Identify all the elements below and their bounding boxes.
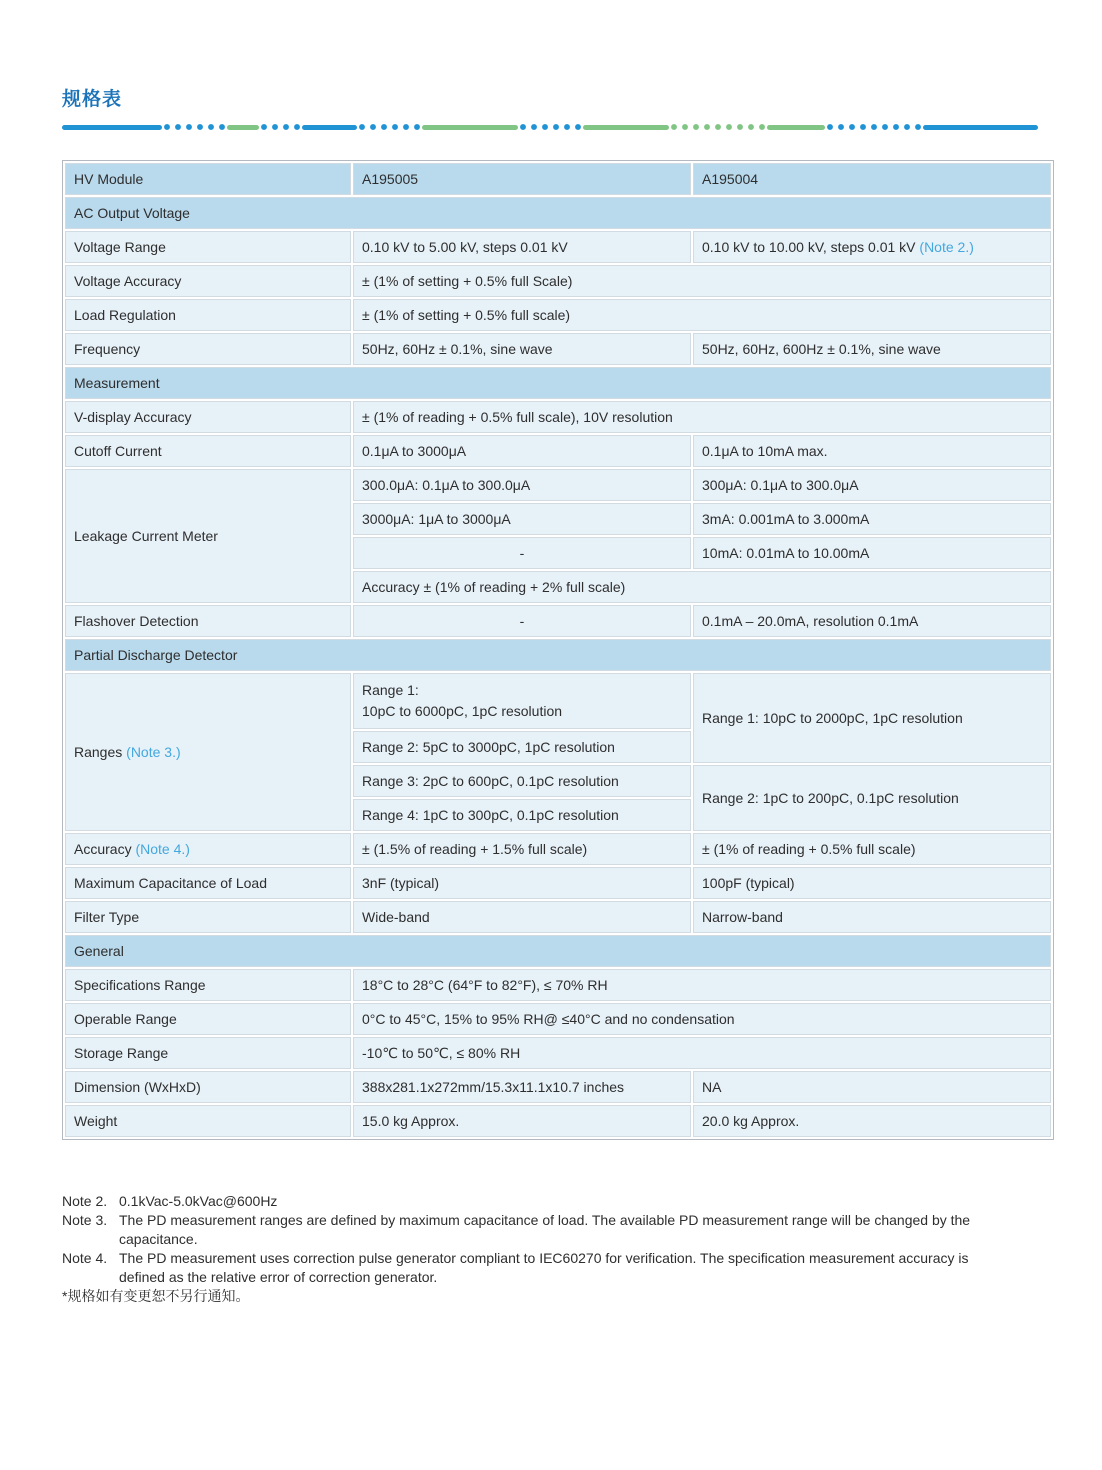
dimension-a195004: NA xyxy=(693,1071,1051,1103)
ranges-range1-line2: 10pC to 6000pC, 1pC resolution xyxy=(362,703,563,719)
ranges-range1-a195005 xyxy=(353,673,691,729)
ranges-range4-a195005: Range 4: 1pC to 300pC, 0.1pC resolution xyxy=(353,799,691,831)
max-capacitance-a195004: 100pF (typical) xyxy=(693,867,1051,899)
table-row xyxy=(65,435,1051,467)
frequency-a195004: 50Hz, 60Hz, 600Hz ± 0.1%, sine wave xyxy=(693,333,1051,365)
footnotes xyxy=(62,1192,994,1306)
leakage-range2-a195005: 3000μA: 1μA to 3000μA xyxy=(353,503,691,535)
divider-dash xyxy=(767,125,825,130)
leakage-range2-a195004: 3mA: 0.001mA to 3.000mA xyxy=(693,503,1051,535)
specifications-range-value: 18°C to 28°C (64°F to 82°F), ≤ 70% RH xyxy=(353,969,1051,1001)
voltage-range-a195005: 0.10 kV to 5.00 kV, steps 0.01 kV xyxy=(353,231,691,263)
decorative-divider xyxy=(62,124,1048,130)
divider-dots xyxy=(359,124,420,130)
pd-accuracy-label-text: Accuracy xyxy=(74,841,132,857)
header-model-a195005: A195005 xyxy=(353,163,691,195)
divider-dash xyxy=(227,125,259,130)
voltage-range-a195004-value: 0.10 kV to 10.00 kV, steps 0.01 kV xyxy=(702,239,916,255)
divider-dash xyxy=(62,125,162,130)
filter-type-label: Filter Type xyxy=(65,901,351,933)
table-row xyxy=(65,673,1051,729)
voltage-range-a195004 xyxy=(693,231,1051,263)
divider-dash xyxy=(422,125,518,130)
divider-dots xyxy=(164,124,225,130)
table-row xyxy=(65,1071,1051,1103)
table-row xyxy=(65,901,1051,933)
table-row xyxy=(65,401,1051,433)
specifications-range-label: Specifications Range xyxy=(65,969,351,1001)
table-row xyxy=(65,1037,1051,1069)
filter-type-a195004: Narrow-band xyxy=(693,901,1051,933)
weight-label: Weight xyxy=(65,1105,351,1137)
pd-accuracy-a195005: ± (1.5% of reading + 1.5% full scale) xyxy=(353,833,691,865)
flashover-a195005: - xyxy=(353,605,691,637)
leakage-range3-a195005: - xyxy=(353,537,691,569)
header-hv-module: HV Module xyxy=(65,163,351,195)
ranges-label xyxy=(65,673,351,831)
ranges-range2-a195005: Range 2: 5pC to 3000pC, 1pC resolution xyxy=(353,731,691,763)
leakage-current-meter-label: Leakage Current Meter xyxy=(65,469,351,603)
ranges-range3-a195005: Range 3: 2pC to 600pC, 0.1pC resolution xyxy=(353,765,691,797)
ranges-range2-a195004: Range 2: 1pC to 200pC, 0.1pC resolution xyxy=(693,765,1051,831)
section-row xyxy=(65,197,1051,229)
dimension-a195005: 388x281.1x272mm/15.3x11.1x10.7 inches xyxy=(353,1071,691,1103)
note-2-label: Note 2. xyxy=(62,1193,108,1209)
note4-reference: (Note 4.) xyxy=(135,841,190,857)
table-row xyxy=(65,469,1051,501)
note-3-label: Note 3. xyxy=(62,1212,108,1228)
note-4-label: Note 4. xyxy=(62,1250,108,1266)
dimension-label: Dimension (WxHxD) xyxy=(65,1071,351,1103)
cutoff-current-a195005: 0.1μA to 3000μA xyxy=(353,435,691,467)
table-row xyxy=(65,333,1051,365)
leakage-range1-a195005: 300.0μA: 0.1μA to 300.0μA xyxy=(353,469,691,501)
note-3-text: The PD measurement ranges are defined by maximum capacitance of load. The available PD measurement range will be changed by the capacitance. xyxy=(119,1212,971,1247)
spec-table xyxy=(62,160,1054,1140)
weight-a195005: 15.0 kg Approx. xyxy=(353,1105,691,1137)
note-3 xyxy=(62,1211,994,1249)
note-2 xyxy=(62,1192,994,1211)
table-row xyxy=(65,265,1051,297)
note-2-text: 0.1kVac-5.0kVac@600Hz xyxy=(119,1193,278,1209)
page-title: 规格表 xyxy=(62,89,123,110)
section-row xyxy=(65,935,1051,967)
table-row xyxy=(65,299,1051,331)
section-general: General xyxy=(65,935,1051,967)
section-partial-discharge-detector: Partial Discharge Detector xyxy=(65,639,1051,671)
section-row xyxy=(65,639,1051,671)
table-row xyxy=(65,1003,1051,1035)
leakage-range1-a195004: 300μA: 0.1μA to 300.0μA xyxy=(693,469,1051,501)
cutoff-current-label: Cutoff Current xyxy=(65,435,351,467)
table-row xyxy=(65,867,1051,899)
table-row xyxy=(65,605,1051,637)
table-row xyxy=(65,231,1051,263)
flashover-detection-label: Flashover Detection xyxy=(65,605,351,637)
note2-reference: (Note 2.) xyxy=(919,239,974,255)
pd-accuracy-a195004: ± (1% of reading + 0.5% full scale) xyxy=(693,833,1051,865)
ranges-label-text: Ranges xyxy=(74,744,123,760)
pd-accuracy-label xyxy=(65,833,351,865)
voltage-accuracy-value: ± (1% of setting + 0.5% full Scale) xyxy=(353,265,1051,297)
divider-dash xyxy=(302,125,357,130)
section-ac-output-voltage: AC Output Voltage xyxy=(65,197,1051,229)
note-4 xyxy=(62,1249,994,1287)
content-area xyxy=(62,84,1048,1306)
v-display-accuracy-value: ± (1% of reading + 0.5% full scale), 10V resolution xyxy=(353,401,1051,433)
spec-change-disclaimer: *规格如有变更恕不另行通知。 xyxy=(62,1288,250,1304)
storage-range-label: Storage Range xyxy=(65,1037,351,1069)
table-row xyxy=(65,833,1051,865)
voltage-range-label: Voltage Range xyxy=(65,231,351,263)
v-display-accuracy-label: V-display Accuracy xyxy=(65,401,351,433)
table-row xyxy=(65,969,1051,1001)
ranges-range1-a195004: Range 1: 10pC to 2000pC, 1pC resolution xyxy=(693,673,1051,763)
divider-dots xyxy=(827,124,921,130)
max-capacitance-a195005: 3nF (typical) xyxy=(353,867,691,899)
frequency-a195005: 50Hz, 60Hz ± 0.1%, sine wave xyxy=(353,333,691,365)
load-regulation-label: Load Regulation xyxy=(65,299,351,331)
weight-a195004: 20.0 kg Approx. xyxy=(693,1105,1051,1137)
load-regulation-value: ± (1% of setting + 0.5% full scale) xyxy=(353,299,1051,331)
divider-dots xyxy=(671,124,765,130)
section-row xyxy=(65,367,1051,399)
ranges-range1-line1: Range 1: xyxy=(362,682,419,698)
max-capacitance-label: Maximum Capacitance of Load xyxy=(65,867,351,899)
divider-dots xyxy=(520,124,581,130)
flashover-a195004: 0.1mA – 20.0mA, resolution 0.1mA xyxy=(693,605,1051,637)
note-4-text: The PD measurement uses correction pulse generator compliant to IEC60270 for verification. The specification measurement accuracy is defined as the relative error of correction generator. xyxy=(119,1250,969,1285)
frequency-label: Frequency xyxy=(65,333,351,365)
storage-range-value: -10℃ to 50℃, ≤ 80% RH xyxy=(353,1037,1051,1069)
table-row xyxy=(65,1105,1051,1137)
table-header-row xyxy=(65,163,1051,195)
divider-dash xyxy=(923,125,1038,130)
filter-type-a195005: Wide-band xyxy=(353,901,691,933)
operable-range-value: 0°C to 45°C, 15% to 95% RH@ ≤40°C and no condensation xyxy=(353,1003,1051,1035)
leakage-accuracy-value: Accuracy ± (1% of reading + 2% full scale) xyxy=(353,571,1051,603)
cutoff-current-a195004: 0.1μA to 10mA max. xyxy=(693,435,1051,467)
voltage-accuracy-label: Voltage Accuracy xyxy=(65,265,351,297)
divider-dots xyxy=(261,124,300,130)
operable-range-label: Operable Range xyxy=(65,1003,351,1035)
note3-reference: (Note 3.) xyxy=(126,744,181,760)
divider-dash xyxy=(583,125,669,130)
header-model-a195004: A195004 xyxy=(693,163,1051,195)
leakage-range3-a195004: 10mA: 0.01mA to 10.00mA xyxy=(693,537,1051,569)
section-measurement: Measurement xyxy=(65,367,1051,399)
